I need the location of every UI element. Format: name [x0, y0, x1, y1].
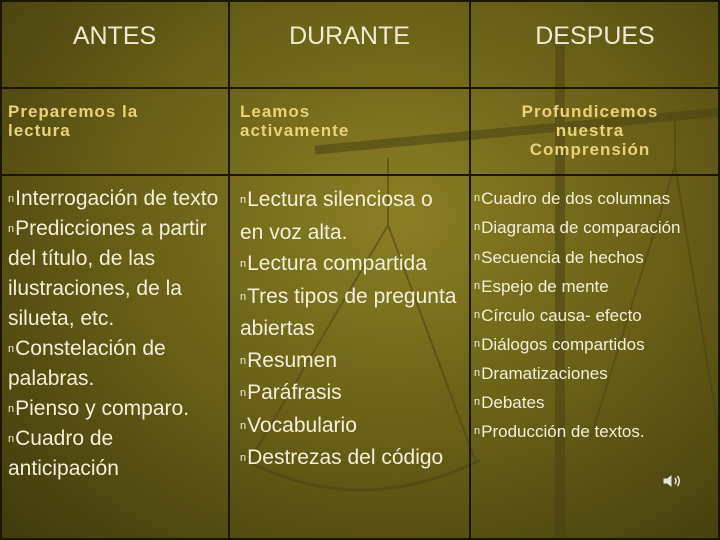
square-bullet-icon: n — [8, 343, 15, 355]
square-bullet-icon: n — [240, 194, 247, 206]
list-item: nResumen — [240, 348, 338, 372]
list-item: nProducción de textos. — [474, 422, 645, 441]
square-bullet-icon: n — [474, 425, 481, 437]
list-item: nPienso y comparo. — [8, 397, 190, 420]
square-bullet-icon: n — [474, 309, 481, 321]
list-item: nLectura silenciosa o en voz alta. — [240, 188, 433, 244]
list-item: nDiagrama de comparación — [474, 218, 681, 237]
square-bullet-icon: n — [8, 223, 15, 235]
list-item: nSecuencia de hechos — [474, 248, 644, 267]
square-bullet-icon: n — [474, 367, 481, 379]
list-item: nDestrezas del código — [240, 446, 444, 469]
square-bullet-icon: n — [240, 419, 247, 432]
list-item: nDramatizaciones — [474, 364, 608, 383]
subtitle-durante: Leamos activamente — [240, 102, 350, 140]
list-item: nConstelación de palabras. — [8, 337, 166, 390]
square-bullet-icon: n — [474, 221, 481, 233]
list-item: nCuadro de anticipación — [8, 427, 119, 480]
header-durante: DURANTE — [289, 22, 410, 50]
list-antes — [8, 184, 226, 484]
square-bullet-icon: n — [240, 452, 247, 464]
square-bullet-icon: n — [240, 354, 247, 367]
list-item: nEspejo de mente — [474, 277, 609, 296]
list-item: nLectura compartida — [240, 252, 427, 275]
list-item: nParáfrasis — [240, 381, 342, 404]
square-bullet-icon: n — [240, 258, 247, 270]
square-bullet-icon: n — [474, 396, 481, 408]
list-durante — [240, 184, 460, 475]
list-item: nCírculo causa- efecto — [474, 306, 642, 325]
subtitle-despues: Profundicemos nuestra Comprensión — [521, 102, 659, 159]
square-bullet-icon: n — [240, 387, 247, 399]
header-despues: DESPUES — [535, 22, 655, 50]
square-bullet-icon: n — [8, 403, 15, 415]
list-item: nPredicciones a partir del título, de las ilustraciones, de la silueta, etc. — [8, 217, 207, 330]
square-bullet-icon: n — [474, 280, 481, 292]
list-despues — [474, 184, 718, 446]
list-item: nDebates — [474, 393, 545, 412]
list-item: nTres tipos de pregunta abiertas — [240, 284, 457, 340]
square-bullet-icon: n — [474, 251, 481, 263]
square-bullet-icon: n — [474, 338, 481, 350]
subtitle-antes: Preparemos la lectura — [8, 102, 139, 140]
square-bullet-icon: n — [240, 290, 247, 303]
list-item: nCuadro de dos columnas — [474, 189, 671, 208]
list-item: nDiálogos compartidos — [474, 335, 645, 354]
square-bullet-icon: n — [8, 433, 15, 445]
list-item: nVocabulario — [240, 413, 357, 437]
square-bullet-icon: n — [8, 193, 15, 205]
square-bullet-icon: n — [474, 192, 481, 204]
speaker-icon[interactable] — [660, 469, 684, 493]
list-item: nInterrogación de texto — [8, 187, 219, 210]
header-antes: ANTES — [72, 22, 157, 50]
